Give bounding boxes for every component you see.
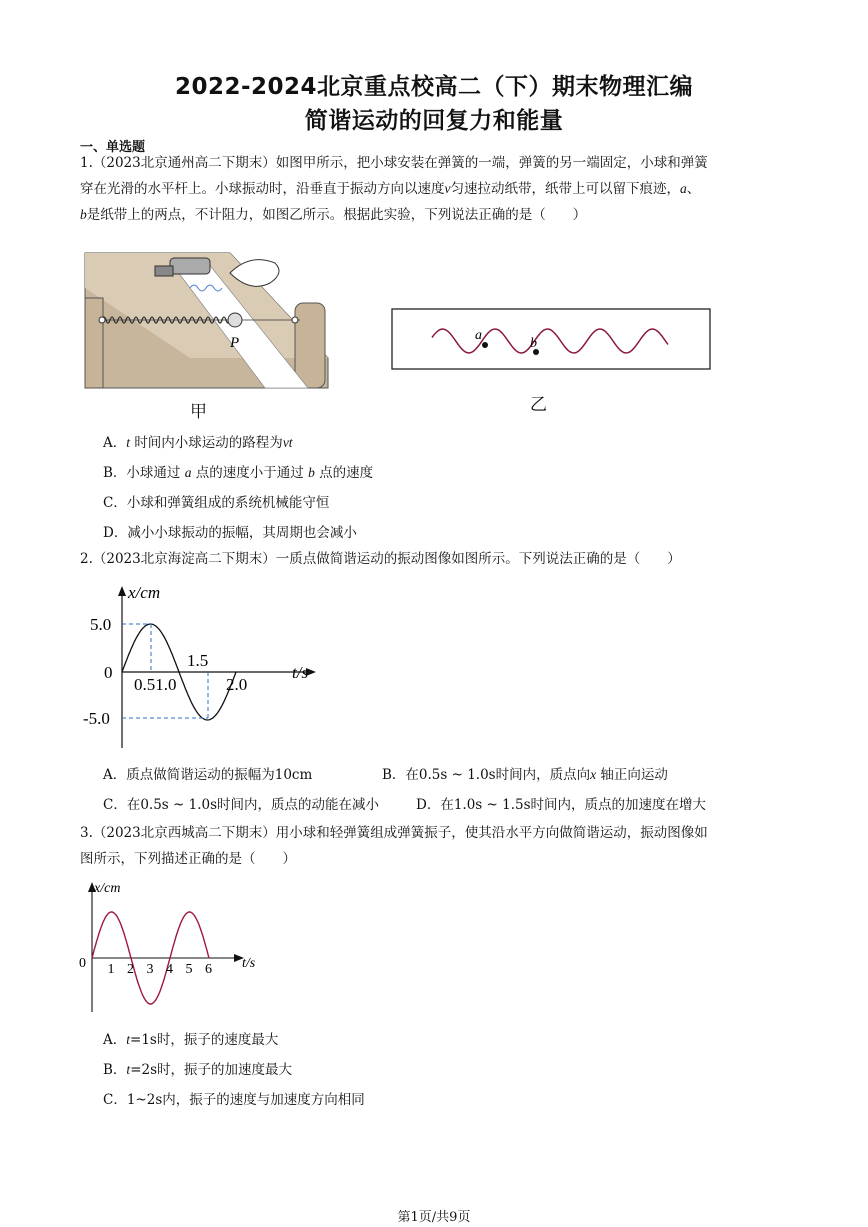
q3-tick-label: 5	[185, 962, 193, 977]
q2-tick-pos: 5.0	[90, 615, 112, 634]
q3-option-c: C．1~2s内，振子的速度与加速度方向相同	[103, 1092, 365, 1108]
question-2: 2.（2023北京海淀高二下期末）一质点做简谐运动的振动图像如图所示。下列说法正确的是（ ）	[80, 551, 681, 567]
q1-line3: b是纸带上的两点，不计阻力，如图乙所示。根据此实验，下列说法正确的是（ ）	[80, 207, 587, 223]
question-1	[80, 150, 800, 228]
q3-option-a: A．t=1s时，振子的速度最大	[103, 1032, 279, 1048]
q2-x-axis-label: t/s	[292, 663, 309, 682]
page-footer: 第1页/共9页	[397, 1210, 471, 1225]
q1-option-b: B．小球通过 a 点的速度小于通过 b 点的速度	[103, 465, 374, 481]
q2-tick-neg: -5.0	[83, 709, 110, 728]
label-b: b	[530, 336, 537, 351]
q2-option-a: A．质点做简谐运动的振幅为10cm	[103, 767, 313, 783]
q2-chart	[78, 578, 348, 753]
q1-line2: 穿在光滑的水平杆上。小球振动时，沿垂直于振动方向以速度v匀速拉动纸带，纸带上可以留下痕迹，a、	[80, 181, 701, 197]
q3-chart	[76, 876, 266, 1016]
q1-option-d: D．减小小球振动的振幅，其周期也会减小	[103, 525, 357, 541]
q3-y-axis-label: x/cm	[94, 881, 121, 896]
label-p: P	[230, 335, 240, 351]
label-a: a	[475, 328, 482, 343]
q2-y-axis-label: x/cm	[128, 583, 161, 602]
q3-x-axis-label: t/s	[242, 956, 256, 971]
q3-tick-zero: 0	[79, 956, 86, 971]
q3-tick-label: 6	[205, 962, 212, 977]
q2-option-c: C．在0.5s ~ 1.0s时间内，质点的动能在减小	[103, 797, 380, 813]
q2-tick-05-10: 0.51.0	[134, 675, 177, 694]
q3-line1: 3.（2023北京西城高二下期末）用小球和轻弹簧组成弹簧振子，使其沿水平方向做简谐运动，振动图像如	[80, 825, 708, 841]
q2-tick-zero: 0	[104, 663, 113, 682]
figure-jia	[80, 248, 338, 423]
question-3	[80, 820, 800, 872]
q3-tick-label: 1	[107, 962, 115, 977]
figure-yi	[390, 307, 712, 371]
q3-tick-label: 3	[146, 962, 154, 977]
section-heading: 一、单选题	[80, 140, 146, 155]
q1-line1: 1.（2023北京通州高二下期末）如图甲所示，把小球安装在弹簧的一端，弹簧的另一端固定，小球和弹簧	[80, 155, 708, 171]
q2-tick-20: 2.0	[226, 675, 248, 694]
figure-yi-label: 乙	[530, 395, 547, 415]
q2-tick-15: 1.5	[187, 651, 209, 670]
q3-line2: 图所示，下列描述正确的是（ ）	[80, 851, 296, 867]
document-subtitle: 简谐运动的回复力和能量	[304, 108, 564, 134]
q1-option-c: C．小球和弹簧组成的系统机械能守恒	[103, 495, 330, 511]
figure-jia-label: 甲	[190, 402, 207, 422]
q3-tick-label: 4	[166, 962, 173, 977]
document-title: 2022-2024北京重点校高二（下）期末物理汇编	[174, 74, 694, 100]
q3-tick-label: 2	[127, 962, 134, 977]
q2-option-d: D．在1.0s ~ 1.5s时间内，质点的加速度在增大	[416, 797, 707, 813]
q2-option-b: B．在0.5s ~ 1.0s时间内，质点向x 轴正向运动	[382, 767, 668, 783]
q1-option-a: A．t 时间内小球运动的路程为vt	[103, 435, 293, 451]
q3-option-b: B．t=2s时，振子的加速度最大	[103, 1062, 293, 1078]
